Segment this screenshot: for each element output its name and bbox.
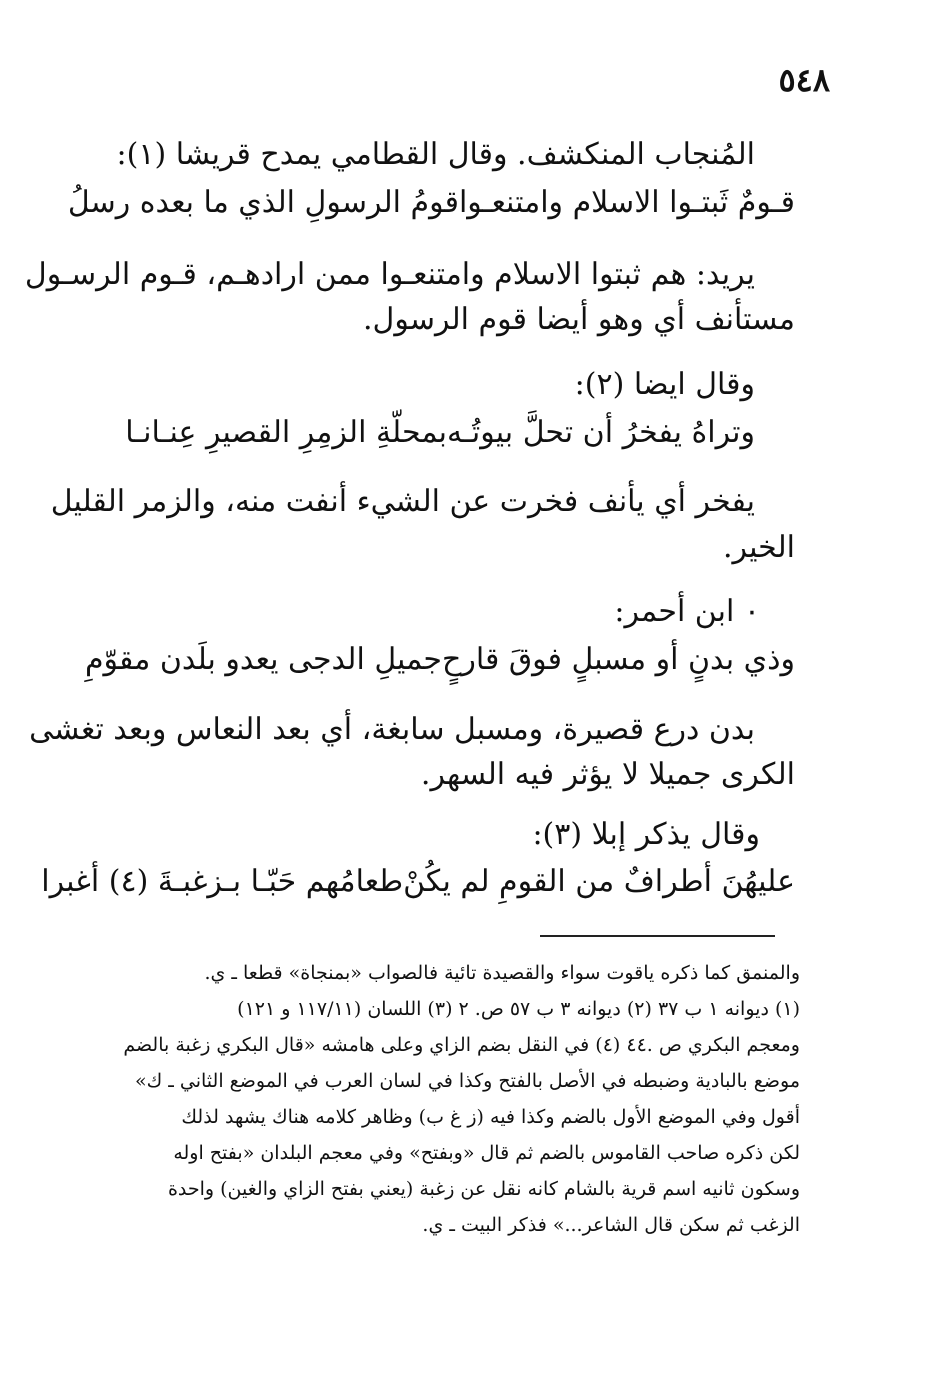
footnote-line: ومعجم البكري ص .٤٤ (٤) في النقل بضم الزاي وعلى هامشه «قال البكري زغبة بالضم: [123, 1034, 800, 1056]
text-line: يفخر أي يأنف فخرت عن الشيء أنفت منه، والزمر القليل: [50, 484, 755, 519]
text-line: وقال يذكر إبلا (٣):: [532, 817, 760, 852]
text-line: الكرى جميلا لا يؤثر فيه السهر.: [420, 757, 795, 792]
verse-line: [67, 183, 795, 223]
text-line: المُنجاب المنكشف. وقال القطامي يمدح قريشا (١):: [116, 137, 755, 172]
verse-second-hemistich: طعامُهم حَبّـا بـزغبـةَ (٤) أغبرا: [41, 864, 404, 899]
verse-second-hemistich: بمحلّةِ الزمِرِ القصيرِ عِنـانـا: [125, 415, 448, 450]
verse-first-hemistich: قـومٌ ثَبتـوا الاسلام وامتنعـوا: [458, 185, 795, 220]
text-line: الخير.: [723, 530, 795, 565]
verse-line: [84, 640, 795, 680]
footnote-line: (١) ديوانه ١ ب ٣٧ (٢) ديوانه ٣ ب ٥٧ ص. ٢ (٣) اللسان (١١٧/١١ و ١٢١): [237, 998, 800, 1020]
text-line: يريد: هم ثبتوا الاسلام وامتنعـوا ممن ارادهـم، قـوم الرسـول: [24, 257, 755, 292]
text-line: وقال ايضا (٢):: [574, 367, 755, 402]
verse-first-hemistich: عليهُنَ أطرافٌ من القومِ لم يكُنْ: [403, 864, 795, 899]
footnote-line: موضع بالبادية وضبطه في الأصل بالفتح وكذا في لسان العرب في الموضع الثاني ـ ك»: [134, 1070, 800, 1092]
text-line: بدن درع قصيرة، ومسبل سابغة، أي بعد النعاس وبعد تغشى: [29, 712, 755, 747]
footnote-line: أقول وفي الموضع الأول بالضم وكذا فيه (ز غ ب) وظاهر كلامه هناك يشهد لذلك: [181, 1106, 800, 1128]
verse-second-hemistich: قومُ الرسولِ الذي ما بعده رسلُ: [67, 185, 459, 220]
verse-second-hemistich: جميلِ الدجى يعدو بلَدن مقوّمِ: [84, 642, 442, 677]
verse-line: [41, 862, 795, 902]
footnote-separator: [540, 935, 775, 937]
verse-first-hemistich: وتراهُ يفخرُ أن تحلَّ بيوتُـه: [447, 415, 755, 450]
text-line: مستأنف أي وهو أيضا قوم الرسول.: [363, 302, 795, 337]
page-number: ٥٤٨: [778, 61, 830, 99]
verse-line: [125, 413, 755, 453]
footnote-line: وسكون ثانيه اسم قرية بالشام كانه نقل عن زغبة (يعني بفتح الزاي والغين) واحدة: [167, 1178, 800, 1200]
footnote-line: لكن ذكره صاحب القاموس بالضم ثم قال «وبفتح» وفي معجم البلدان «بفتح اوله: [173, 1142, 800, 1164]
text-line: ٠ ابن أحمر:: [614, 594, 760, 629]
footnote-line: والمنمق كما ذكره ياقوت سواء والقصيدة تائية فالصواب «بمنجاة» قطعا ـ ي.: [204, 962, 800, 984]
verse-first-hemistich: وذي بدنٍ أو مسبلٍ فوقَ قارحٍ: [441, 642, 795, 677]
footnote-line: الزغب ثم سكن قال الشاعر...» فذكر البيت ـ ي.: [422, 1214, 800, 1236]
